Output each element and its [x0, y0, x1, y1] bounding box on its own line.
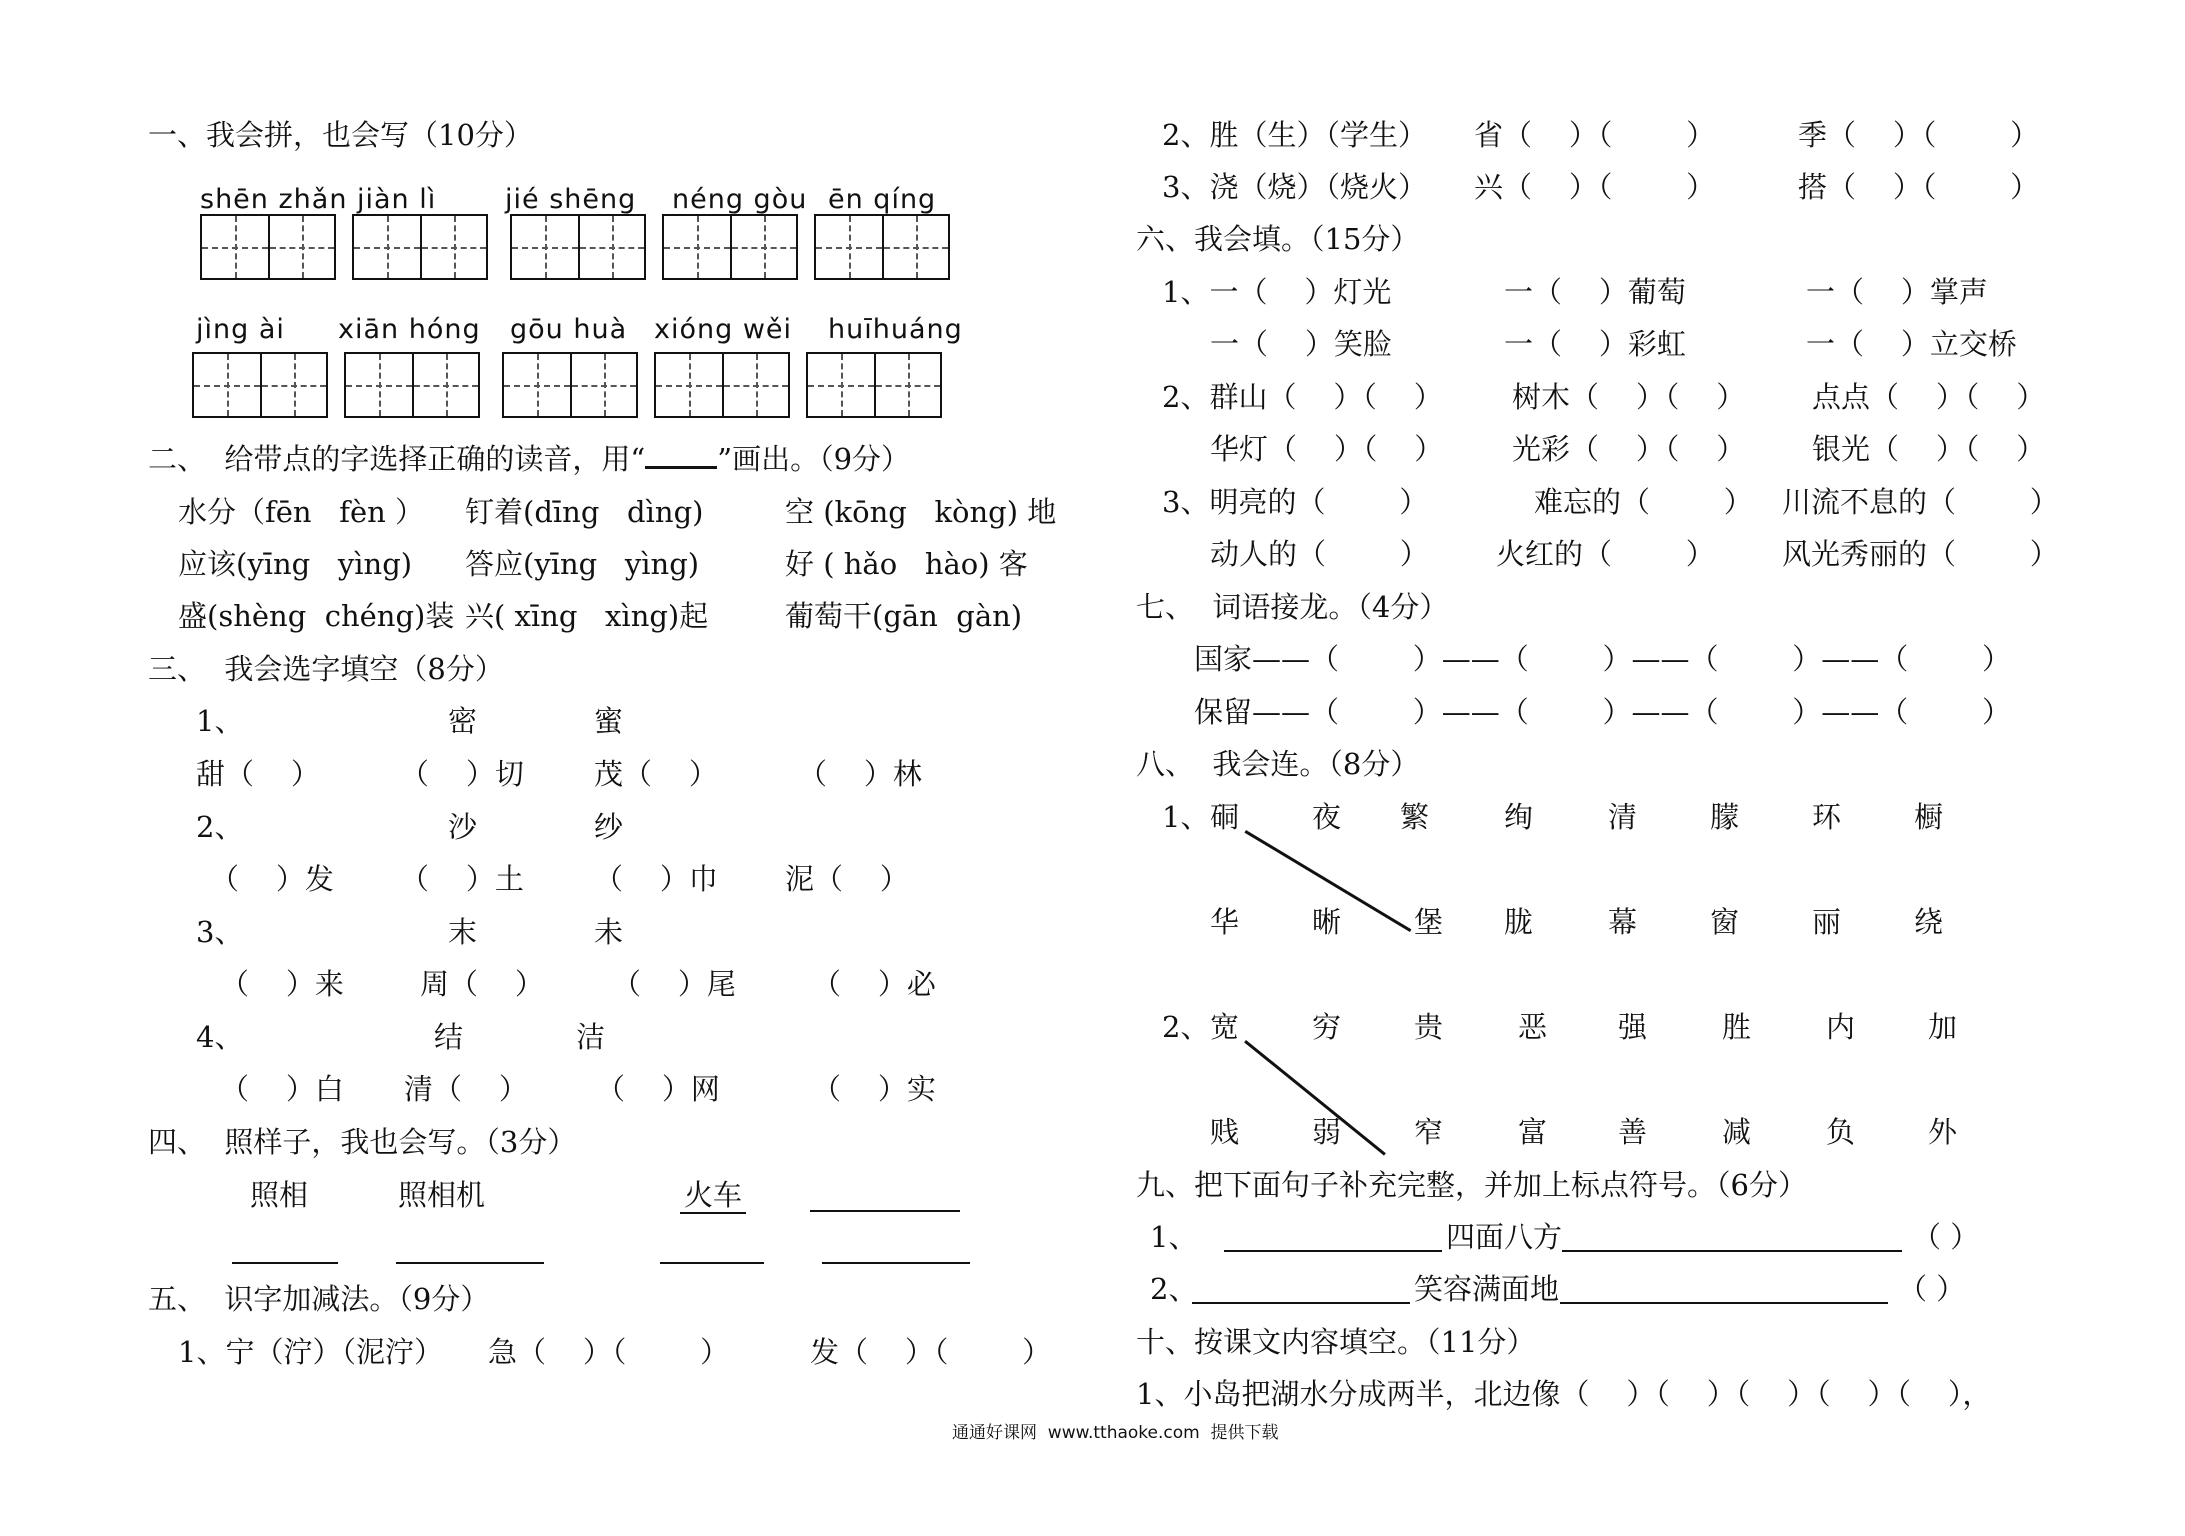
fill-item[interactable]: （ ）发 [210, 862, 334, 896]
word-math-item[interactable]: 季（ ）（ ） [1798, 118, 2040, 152]
pinyin-label: xiān hóng [338, 314, 481, 345]
match-char[interactable]: 幕 [1608, 905, 1638, 939]
match-char[interactable]: 外 [1928, 1115, 1958, 1149]
answer-blank[interactable] [1224, 1250, 1442, 1252]
section-7-heading: 七、 词语接龙。（4分） [1136, 590, 1449, 624]
group-number: 4、 [196, 1020, 244, 1054]
fill-item[interactable]: （ ）来 [220, 967, 344, 1001]
choice-char: 蜜 [594, 704, 624, 738]
writing-grid[interactable] [192, 352, 328, 418]
pinyin-label: jiàn lì [357, 184, 437, 215]
match-char[interactable]: 硐 [1210, 800, 1240, 834]
fill-sentence[interactable]: 1、小岛把湖水分成两半，北边像（ ）（ ）（ ）（ ）（ ）， [1136, 1377, 1992, 1411]
match-char[interactable]: 朦 [1710, 800, 1740, 834]
writing-grid[interactable] [654, 352, 790, 418]
answer-blank[interactable] [396, 1262, 544, 1264]
fill-item[interactable]: 3、明亮的（ ） [1162, 485, 1429, 519]
fill-item[interactable]: （ ）巾 [594, 862, 718, 896]
fill-item[interactable]: （ ）土 [400, 862, 524, 896]
reading-choice[interactable]: 兴( xīng xìng)起 [465, 599, 709, 633]
fill-item[interactable]: 一（ ）掌声 [1806, 275, 1988, 309]
fill-item[interactable]: 华灯（ ）（ ） [1210, 432, 1444, 466]
writing-grid[interactable] [814, 214, 950, 280]
section-6-heading: 六、我会填。（15分） [1136, 222, 1420, 256]
word-math-item[interactable]: 搭（ ）（ ） [1798, 170, 2040, 204]
match-char[interactable]: 善 [1618, 1115, 1648, 1149]
section-10-heading: 十、按课文内容填空。（11分） [1136, 1325, 1536, 1359]
fill-item[interactable]: 周（ ） [420, 967, 544, 1001]
match-char[interactable]: 橱 [1914, 800, 1944, 834]
word-math-item[interactable]: 发（ ）（ ） [810, 1335, 1052, 1369]
pinyin-label: jìng ài [196, 314, 285, 345]
fill-item[interactable]: 1、一（ ）灯光 [1162, 275, 1392, 309]
fill-item[interactable]: 银光（ ）（ ） [1812, 432, 2046, 466]
fill-item[interactable]: 甜（ ） [196, 757, 320, 791]
match-char[interactable]: 窗 [1710, 905, 1740, 939]
answer-blank[interactable] [810, 1210, 960, 1212]
answer-blank[interactable] [1560, 1302, 1888, 1304]
match-char[interactable]: 胧 [1504, 905, 1534, 939]
word-math-item[interactable]: 兴（ ）（ ） [1474, 170, 1716, 204]
section-2-heading: 二、 给带点的字选择正确的读音，用“ ”画出。（9分） [148, 442, 911, 476]
match-char[interactable]: 华 [1210, 905, 1240, 939]
fill-item[interactable]: （ ）切 [400, 757, 524, 791]
writing-grid[interactable] [344, 352, 480, 418]
choice-char: 末 [448, 915, 478, 949]
item-number: 2、 [1150, 1272, 1198, 1306]
writing-grid[interactable] [510, 214, 646, 280]
example-word: 照相 [250, 1178, 309, 1212]
match-char[interactable]: 负 [1826, 1115, 1856, 1149]
group-number: 3、 [196, 915, 244, 949]
fill-item[interactable]: （ ）网 [596, 1072, 720, 1106]
writing-grid[interactable] [502, 352, 638, 418]
punctuation-slot[interactable]: （ ） [1912, 1220, 1980, 1254]
fill-item[interactable]: 一（ ）笑脸 [1210, 327, 1392, 361]
answer-blank[interactable] [1192, 1302, 1410, 1304]
fill-item[interactable]: 一（ ）葡萄 [1504, 275, 1686, 309]
fill-item[interactable]: （ ）必 [812, 967, 936, 1001]
fill-item[interactable]: 泥（ ） [785, 862, 909, 896]
reading-choice[interactable]: 钉着(dīng dìng) [465, 495, 704, 529]
reading-choice[interactable]: 答应(yīng yìng) [465, 547, 700, 581]
pinyin-label: shēn zhǎn [200, 184, 348, 215]
answer-blank[interactable] [660, 1262, 764, 1264]
match-char[interactable]: 减 [1722, 1115, 1752, 1149]
pinyin-label: huīhuáng [828, 314, 963, 345]
reading-choice[interactable]: 盛(shèng chéng)装 [178, 599, 455, 633]
match-char[interactable]: 宽 [1210, 1010, 1240, 1044]
word-math-base: 1、宁（泞）（泥泞） [178, 1335, 443, 1369]
match-char[interactable]: 贵 [1414, 1010, 1444, 1044]
group-number: 1、 [1162, 800, 1210, 834]
group-number: 1、 [196, 704, 244, 738]
given-phrase: 四面八方 [1446, 1220, 1563, 1254]
fill-item[interactable]: 难忘的（ ） [1534, 485, 1753, 519]
choice-char: 结 [434, 1020, 464, 1054]
choice-char: 沙 [448, 810, 478, 844]
fill-item[interactable]: 清（ ） [404, 1072, 528, 1106]
reading-choice[interactable]: 应该(yīng yìng) [178, 547, 413, 581]
word-math-base: 3、浇（烧）（烧火） [1162, 170, 1427, 204]
match-char[interactable]: 胜 [1722, 1010, 1752, 1044]
fill-item[interactable]: 茂（ ） [594, 757, 718, 791]
answer-blank[interactable] [1562, 1250, 1902, 1252]
example-word: 照相机 [398, 1178, 486, 1212]
writing-grid[interactable] [200, 214, 336, 280]
choice-char: 密 [448, 704, 478, 738]
match-char[interactable]: 强 [1618, 1010, 1648, 1044]
word-math-base: 2、胜（生）（学生） [1162, 118, 1427, 152]
section-4-heading: 四、 照样子，我也会写。（3分） [148, 1125, 577, 1159]
fill-item[interactable]: 2、群山（ ）（ ） [1162, 380, 1443, 414]
group-number: 2、 [196, 810, 244, 844]
word-math-item[interactable]: 省（ ）（ ） [1474, 118, 1716, 152]
match-char[interactable]: 夜 [1312, 800, 1342, 834]
section-1-heading: 一、我会拼，也会写（10分） [148, 118, 533, 152]
pinyin-label: néng gòu [672, 184, 808, 215]
match-char[interactable]: 堡 [1414, 905, 1444, 939]
reading-choice[interactable]: 葡萄干(gān gàn) [785, 599, 1023, 633]
section-8-heading: 八、 我会连。（8分） [1136, 747, 1420, 781]
word-chain-row[interactable]: 国家——（ ）——（ ）——（ ）——（ ） [1194, 642, 2011, 676]
writing-grid[interactable] [352, 214, 488, 280]
match-char[interactable]: 内 [1826, 1010, 1856, 1044]
match-char[interactable]: 穷 [1312, 1010, 1342, 1044]
pinyin-label: xióng wěi [654, 314, 793, 345]
item-number: 1、 [1150, 1220, 1198, 1254]
given-phrase: 笑容满面地 [1414, 1272, 1560, 1306]
writing-grid[interactable] [806, 352, 942, 418]
match-char[interactable]: 弱 [1312, 1115, 1342, 1149]
section-5-heading: 五、 识字加减法。（9分） [148, 1282, 490, 1316]
choice-char: 洁 [576, 1020, 606, 1054]
reading-choice[interactable]: 水分（fēn fèn ） [178, 495, 425, 529]
match-char[interactable]: 贱 [1210, 1115, 1240, 1149]
punctuation-slot[interactable]: （ ） [1898, 1272, 1966, 1306]
fill-item[interactable]: 树木（ ）（ ） [1512, 380, 1746, 414]
choice-char: 未 [594, 915, 624, 949]
fill-item[interactable]: （ ）尾 [612, 967, 736, 1001]
section-3-heading: 三、 我会选字填空（8分） [148, 652, 504, 686]
fill-item[interactable]: 动人的（ ） [1210, 537, 1429, 571]
word-math-item[interactable]: 急（ ）（ ） [488, 1335, 730, 1369]
fill-item[interactable]: 点点（ ）（ ） [1812, 380, 2046, 414]
pinyin-label: jié shēng [505, 184, 637, 215]
footer-credit: 通通好课网 www.tthaoke.com 提供下载 [952, 1423, 1279, 1443]
match-char[interactable]: 环 [1812, 800, 1842, 834]
match-char[interactable]: 加 [1928, 1010, 1958, 1044]
section-9-heading: 九、把下面句子补充完整，并加上标点符号。（6分） [1136, 1168, 1807, 1202]
choice-char: 纱 [594, 810, 624, 844]
fill-item[interactable]: （ ）白 [220, 1072, 344, 1106]
match-char[interactable]: 绕 [1914, 905, 1944, 939]
match-char[interactable]: 丽 [1812, 905, 1842, 939]
group-number: 2、 [1162, 1010, 1210, 1044]
pinyin-label: ēn qíng [828, 184, 937, 215]
match-char[interactable]: 繁 [1400, 800, 1430, 834]
fill-item[interactable]: 川流不息的（ ） [1782, 485, 2059, 519]
match-char[interactable]: 恶 [1518, 1010, 1548, 1044]
match-char[interactable]: 清 [1608, 800, 1638, 834]
fill-item[interactable]: 光彩（ ）（ ） [1512, 432, 1746, 466]
pinyin-label: gōu huà [510, 314, 628, 345]
fill-item[interactable]: 火红的（ ） [1496, 537, 1715, 571]
word-chain-row[interactable]: 保留——（ ）——（ ）——（ ）——（ ） [1194, 695, 2011, 729]
fill-item[interactable]: （ ）林 [798, 757, 922, 791]
match-char[interactable]: 绚 [1504, 800, 1534, 834]
writing-grid[interactable] [662, 214, 798, 280]
fill-item[interactable]: 一（ ）彩虹 [1504, 327, 1686, 361]
fill-item[interactable]: 风光秀丽的（ ） [1782, 537, 2059, 571]
fill-item[interactable]: （ ）实 [812, 1072, 936, 1106]
match-char[interactable]: 晰 [1312, 905, 1342, 939]
answer-blank[interactable] [232, 1262, 338, 1264]
prompt-word: 火车 [680, 1178, 746, 1214]
answer-blank[interactable] [822, 1262, 970, 1264]
reading-choice[interactable]: 好 ( hǎo hào) 客 [785, 547, 1028, 581]
match-char[interactable]: 窄 [1414, 1115, 1444, 1149]
reading-choice[interactable]: 空 (kōng kòng) 地 [785, 495, 1057, 529]
match-char[interactable]: 富 [1518, 1115, 1548, 1149]
fill-item[interactable]: 一（ ）立交桥 [1806, 327, 2017, 361]
